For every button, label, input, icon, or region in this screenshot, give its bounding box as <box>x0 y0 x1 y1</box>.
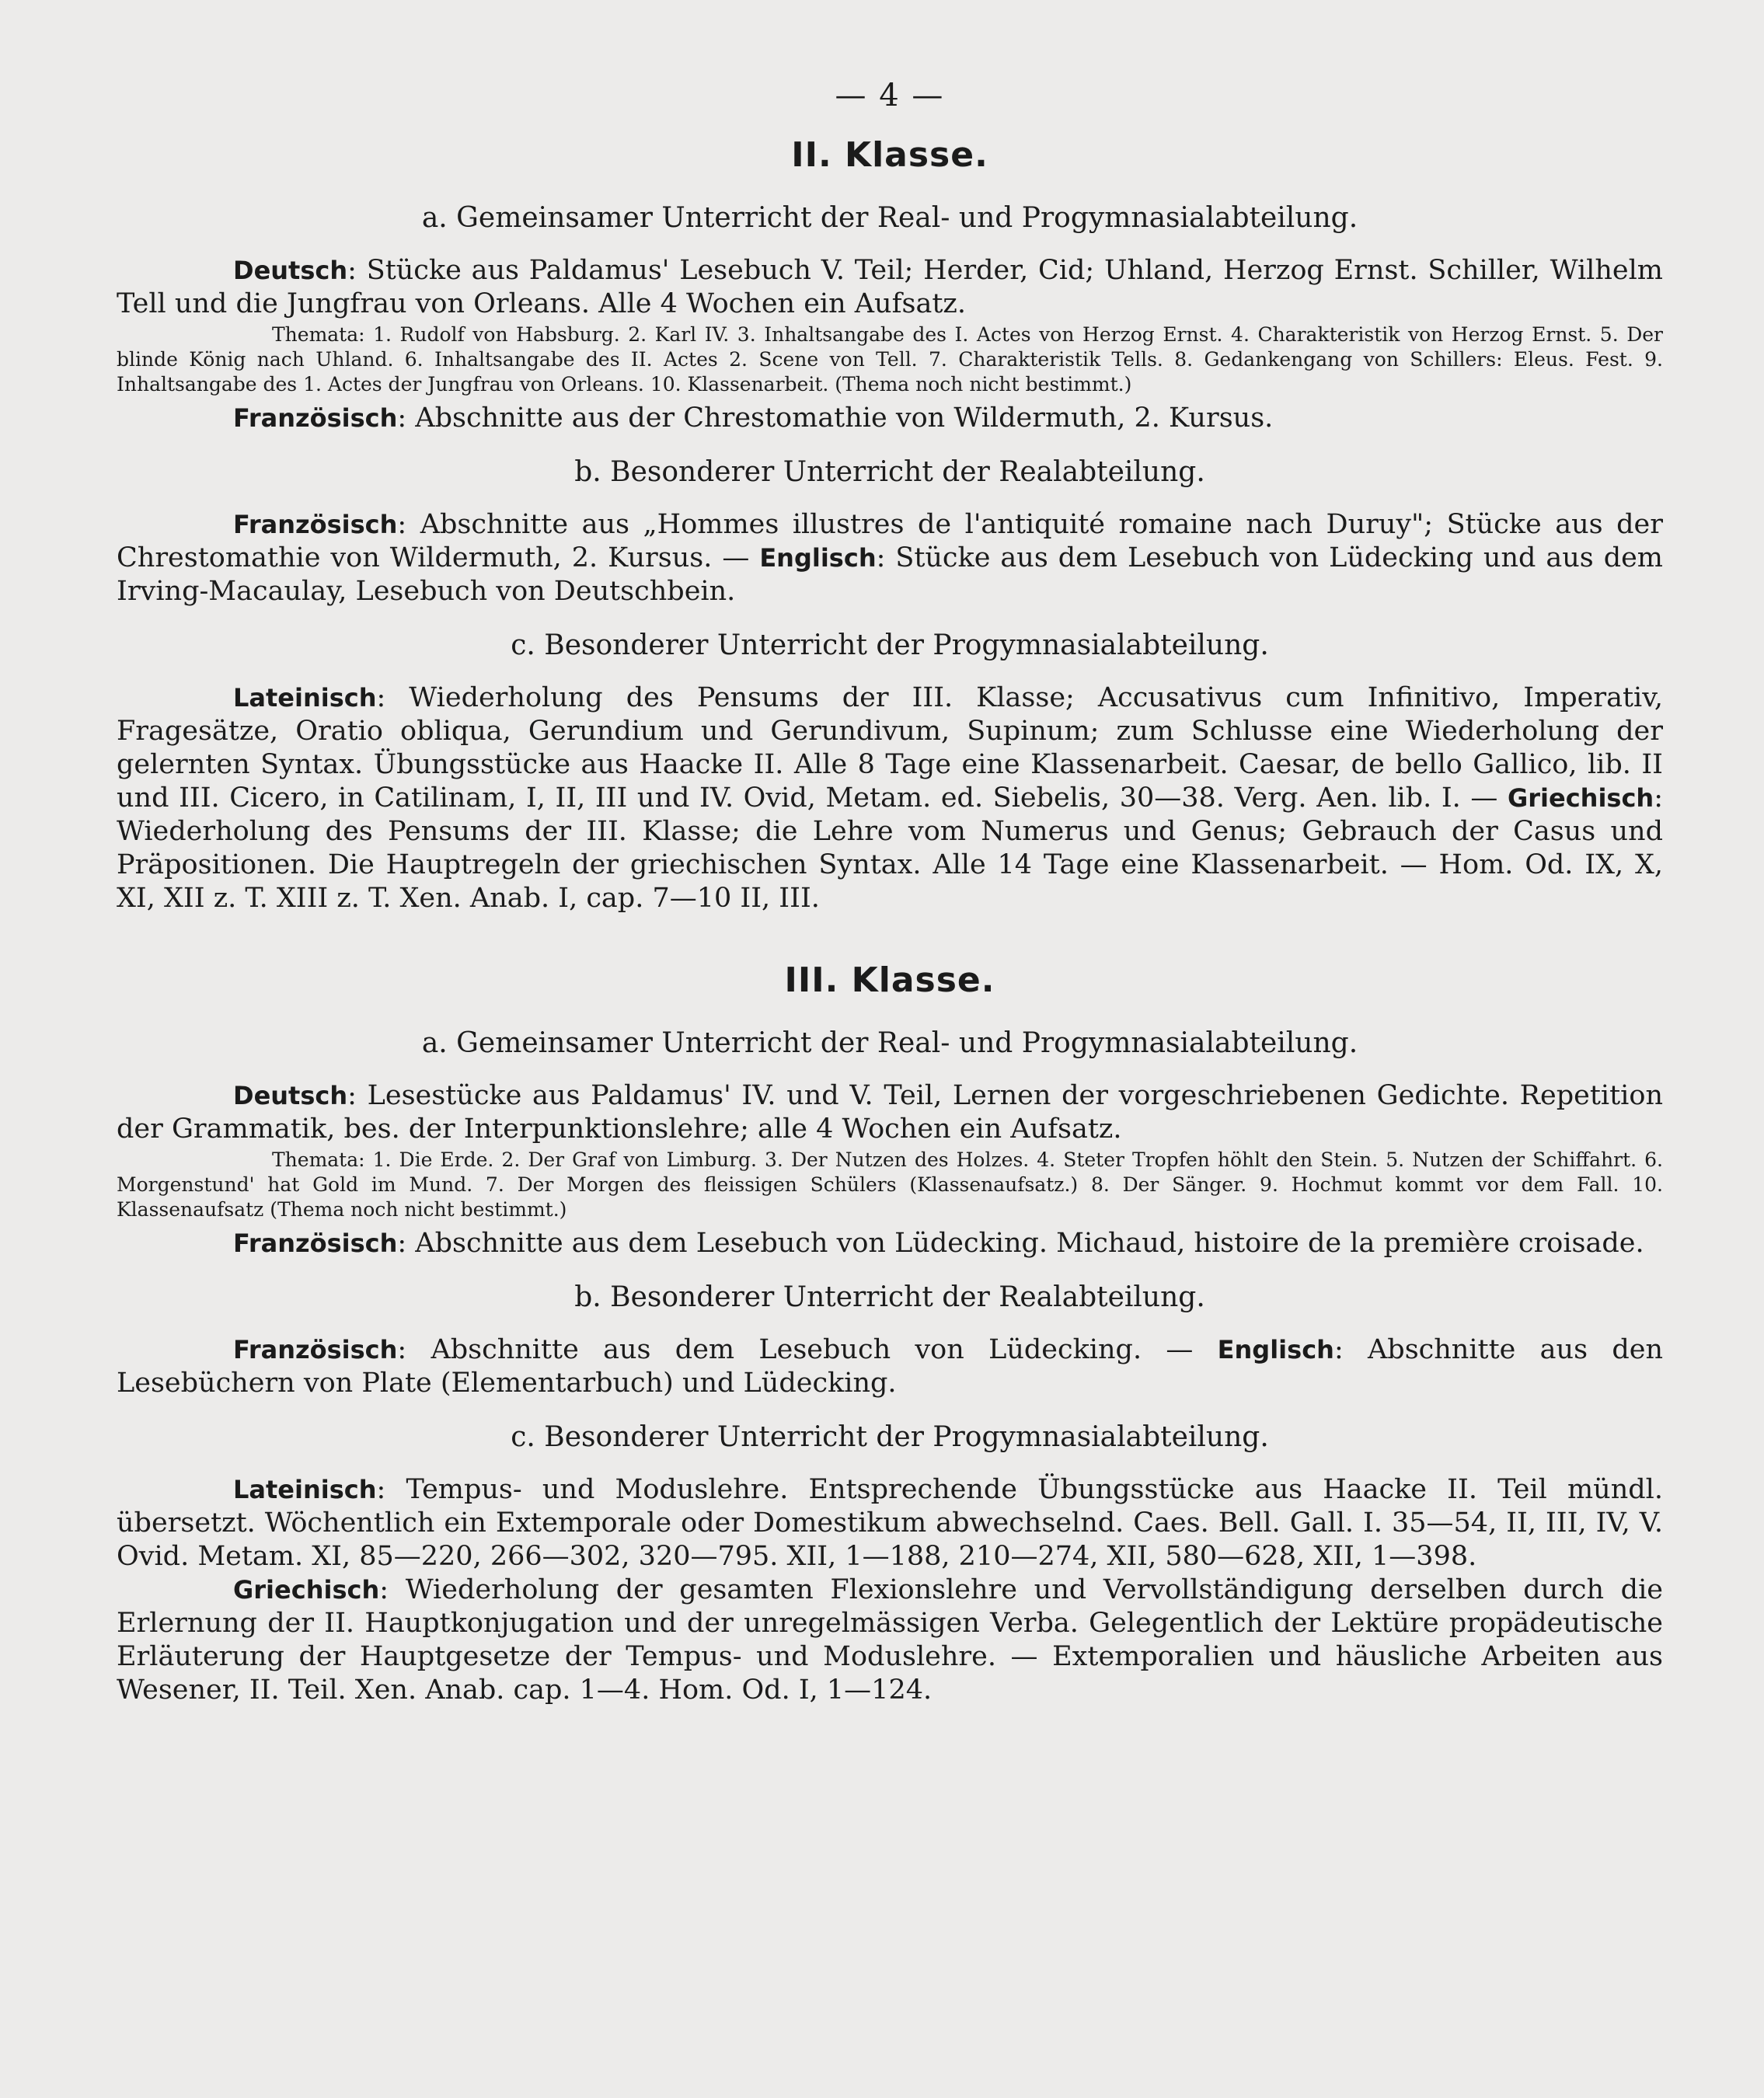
paragraph-text: : Lesestücke aus Paldamus' IV. und V. Teil, Lernen der vorgeschriebenen Gedichte. Repetition der Grammatik, bes. der Interpunktionslehre; alle 4 Wochen ein Aufsatz. <box>117 1080 1663 1145</box>
griechisch-paragraph-3c <box>117 1574 1663 1707</box>
paragraph-text: : Abschnitte aus dem Lesebuch von Lüdecking. Michaud, histoire de la première croisade. <box>397 1228 1644 1259</box>
deutsch-paragraph-3 <box>117 1079 1663 1146</box>
subject-label: Deutsch <box>233 256 348 285</box>
page-number: — 4 — <box>835 78 945 113</box>
subsection-title-3c: c. Besonderer Unterricht der Progymnasialabteilung. <box>511 1421 1269 1453</box>
section-heading-klasse-3: III. Klasse. <box>784 960 995 1000</box>
subject-label: Französisch <box>233 1228 398 1258</box>
themata-list-2: Themata: 1. Rudolf von Habsburg. 2. Karl IV. 3. Inhaltsangabe des I. Actes von Herzog Ernst. 4. Charakteristik von Herzog Ernst. 5. Der blinde König nach Uhland. 6. Inhaltsangabe des II. Actes 2. Scene von Tell. 7. Charakteristik Tells. 8. Gedankengang von Schillers: Eleus. Fest. 9. Inhaltsangabe des 1. Actes der Jungfrau von Orleans. 10. Klassenarbeit. (Thema noch nicht bestimmt.) <box>117 323 1663 396</box>
paragraph-text: : Abschnitte aus der Chrestomathie von Wildermuth, 2. Kursus. <box>397 403 1274 434</box>
subject-label: Französisch <box>233 403 398 433</box>
paragraph-text: : Abschnitte aus dem Lesebuch von Lüdecking. — <box>397 1334 1218 1365</box>
paragraph-text: : Wiederholung des Pensums der III. Klasse; Accusativus cum Infinitivo, Imperativ, Fragesätze, Oratio obliqua, Gerundium und Gerundivum, Supinum; zum Schlusse eine Wiederholung der gelernten Syntax. Übungsstücke aus Haacke II. Alle 8 Tage eine Klassenarbeit. Caesar, de bello Gallico, lib. II und III. Cicero, in Catilinam, I, II, III und IV. Ovid, Metam. ed. Siebelis, 30—38. Verg. Aen. lib. I. — <box>117 682 1663 814</box>
paragraph-text: : Wiederholung des Pensums der III. Klasse; die Lehre vom Numerus und Genus; Gebrauch der Casus und Präpositionen. Die Hauptregeln der griechischen Syntax. Alle 14 Tage eine Klassenarbeit. — Hom. Od. IX, X, XI, XII z. T. XIII z. T. Xen. Anab. I, cap. 7—10 II, III. <box>117 782 1663 914</box>
deutsch-paragraph-2 <box>117 254 1663 321</box>
latein-griechisch-paragraph-2c <box>117 681 1663 915</box>
subject-label: Griechisch <box>1507 783 1654 813</box>
page-content <box>117 78 1663 1707</box>
paragraph-text: : Abschnitte aus den Lesebüchern von Plate (Elementarbuch) und Lüdecking. <box>117 1334 1664 1399</box>
latein-paragraph-3c <box>117 1473 1663 1574</box>
subject-label: Deutsch <box>233 1081 348 1110</box>
franzoesisch-paragraph-2a <box>117 402 1663 435</box>
subsection-title-2b: b. Besonderer Unterricht der Realabteilung. <box>574 456 1205 488</box>
subsection-title-2a: a. Gemeinsamer Unterricht der Real- und Progymnasialabteilung. <box>421 202 1358 234</box>
subsection-title-3a: a. Gemeinsamer Unterricht der Real- und Progymnasialabteilung. <box>421 1027 1358 1059</box>
franzoesisch-englisch-paragraph-3b <box>117 1333 1663 1400</box>
paragraph-text: : Stücke aus Paldamus' Lesebuch V. Teil; Herder, Cid; Uhland, Herzog Ernst. Schiller, Wilhelm Tell und die Jungfrau von Orleans. Alle 4 Wochen ein Aufsatz. <box>117 255 1663 319</box>
subject-label: Französisch <box>233 510 398 539</box>
paragraph-text: : Wiederholung der gesamten Flexionslehre und Vervollständigung derselben durch die Erlernung der II. Hauptkonjugation und der unregelmässigen Verba. Gelegentlich der Lektüre propädeutische Erläuterung der Hauptgesetze der Tempus- und Moduslehre. — Extemporalien und häusliche Arbeiten aus Wesener, II. Teil. Xen. Anab. cap. 1—4. Hom. Od. I, 1—124. <box>117 1574 1663 1706</box>
subject-label: Lateinisch <box>233 1475 377 1504</box>
franzoesisch-englisch-paragraph-2b <box>117 508 1663 608</box>
subsection-title-3b: b. Besonderer Unterricht der Realabteilung. <box>574 1281 1205 1313</box>
section-heading-klasse-2: II. Klasse. <box>791 135 988 175</box>
paragraph-text: : Abschnitte aus „Hommes illustres de l'antiquité romaine nach Duruy"; Stücke aus der Chrestomathie von Wildermuth, 2. Kursus. — <box>117 509 1663 573</box>
themata-list-3: Themata: 1. Die Erde. 2. Der Graf von Limburg. 3. Der Nutzen des Holzes. 4. Steter Tropfen höhlt den Stein. 5. Nutzen der Schiffahrt. 6. Morgenstund' hat Gold im Mund. 7. Der Morgen des fleissigen Schülers (Klassenaufsatz.) 8. Der Sänger. 9. Hochmut kommt vor dem Fall. 10. Klassenaufsatz (Thema noch nicht bestimmt.) <box>117 1148 1663 1221</box>
subject-label: Englisch <box>1217 1335 1334 1364</box>
subject-label: Französisch <box>233 1335 398 1364</box>
paragraph-text: : Tempus- und Moduslehre. Entsprechende Übungsstücke aus Haacke II. Teil mündl. übersetzt. Wöchentlich ein Extemporale oder Domestikum abwechselnd. Caes. Bell. Gall. I. 35—54, II, III, IV, V. Ovid. Metam. XI, 85—220, 266—302, 320—795. XII, 1—188, 210—274, XII, 580—628, XII, 1—398. <box>117 1474 1663 1572</box>
subject-label: Griechisch <box>233 1575 380 1605</box>
paragraph-text: : Stücke aus dem Lesebuch von Lüdecking und aus dem Irving-Macaulay, Lesebuch von Deutschbein. <box>117 542 1663 607</box>
franzoesisch-paragraph-3a <box>117 1227 1663 1260</box>
subject-label: Lateinisch <box>233 683 377 713</box>
subject-label: Englisch <box>759 543 877 573</box>
subsection-title-2c: c. Besonderer Unterricht der Progymnasialabteilung. <box>511 629 1269 661</box>
